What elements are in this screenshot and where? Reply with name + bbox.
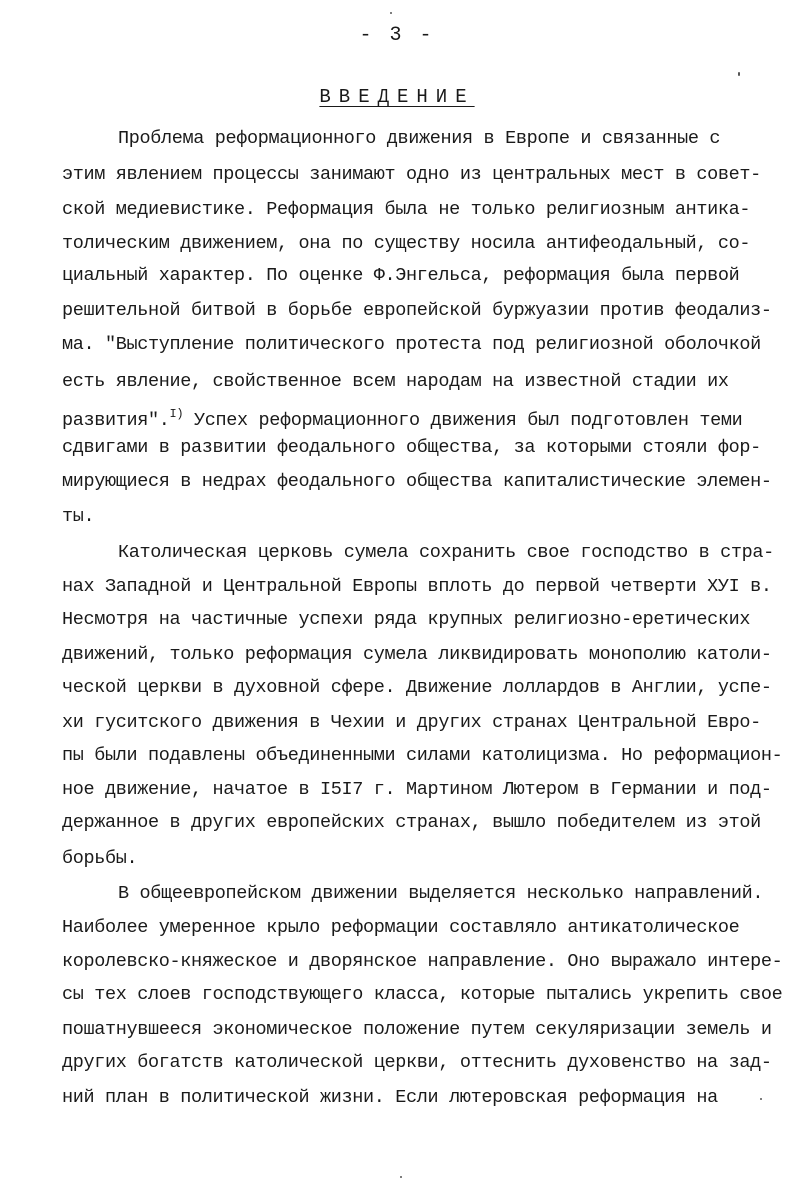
text-line: Проблема реформационного движения в Европе и связанные с — [118, 128, 721, 149]
text-segment: развития". — [62, 410, 170, 431]
text-line: сы тех слоев господствующего класса, которые пытались укрепить свое — [62, 984, 783, 1005]
text-line: толическим движением, она по существу носила антифеодальный, со- — [62, 233, 751, 254]
text-line: ческой церкви в духовной сфере. Движение лоллардов в Англии, успе- — [62, 677, 772, 698]
text-segment: Успех реформационного движения был подготовлен теми — [183, 410, 743, 431]
text-line: Католическая церковь сумела сохранить свое господство в стра- — [118, 542, 774, 563]
footnote-marker: I) — [169, 407, 184, 421]
text-line: борьбы. — [62, 848, 138, 869]
text-line: хи гуситского движения в Чехии и других странах Центральной Евро- — [62, 712, 761, 733]
text-line: движений, только реформация сумела ликвидировать монополию католи- — [62, 644, 772, 665]
text-line: держанное в других европейских странах, вышло победителем из этой — [62, 812, 761, 833]
scan-speck — [400, 1176, 402, 1178]
text-line: ное движение, начатое в I5I7 г. Мартином Лютером в Германии и под- — [62, 779, 772, 800]
section-heading — [0, 86, 794, 108]
text-line: этим явлением процессы занимают одно из центральных мест в совет- — [62, 164, 761, 185]
text-line: мирующиеся в недрах феодального общества капиталистические элемен- — [62, 471, 772, 492]
text-line: сдвигами в развитии феодального общества, за которыми стояли фор- — [62, 437, 761, 458]
scan-speck — [760, 1098, 762, 1100]
text-line: пошатнувшееся экономическое положение путем секуляризации земель и — [62, 1019, 772, 1040]
text-line: циальный характер. По оценке Ф.Энгельса, реформация была первой — [62, 265, 740, 286]
text-line: других богатств католической церкви, оттеснить духовенство на зад- — [62, 1052, 772, 1073]
text-line: Несмотря на частичные успехи ряда крупных религиозно-еретических — [62, 609, 751, 630]
text-line — [62, 399, 742, 429]
text-line: ской медиевистике. Реформация была не только религиозным антика- — [62, 199, 751, 220]
text-line: нах Западной и Центральной Европы вплоть до первой четверти ХУI в. — [62, 576, 772, 597]
text-line: В общеевропейском движении выделяется несколько направлений. — [118, 883, 764, 904]
page-number: - 3 - — [359, 24, 435, 47]
scan-speck — [738, 72, 740, 76]
scan-speck — [390, 12, 392, 14]
text-line: ний план в политической жизни. Если лютеровская реформация на — [62, 1087, 718, 1108]
text-line: Наиболее умеренное крыло реформации составляло антикатолическое — [62, 917, 740, 938]
text-line: ма. "Выступление политического протеста под религиозной оболочкой — [62, 334, 761, 355]
text-line: есть явление, свойственное всем народам на известной стадии их — [62, 371, 729, 392]
text-line: ты. — [62, 506, 95, 527]
text-line: пы были подавлены объединенными силами католицизма. Но реформацион- — [62, 745, 783, 766]
text-line: решительной битвой в борьбе европейской буржуазии против феодализ- — [62, 300, 772, 321]
text-line: королевско-княжеское и дворянское направление. Оно выражало интере- — [62, 951, 783, 972]
section-heading-text: ВВЕДЕНИЕ — [319, 86, 475, 108]
